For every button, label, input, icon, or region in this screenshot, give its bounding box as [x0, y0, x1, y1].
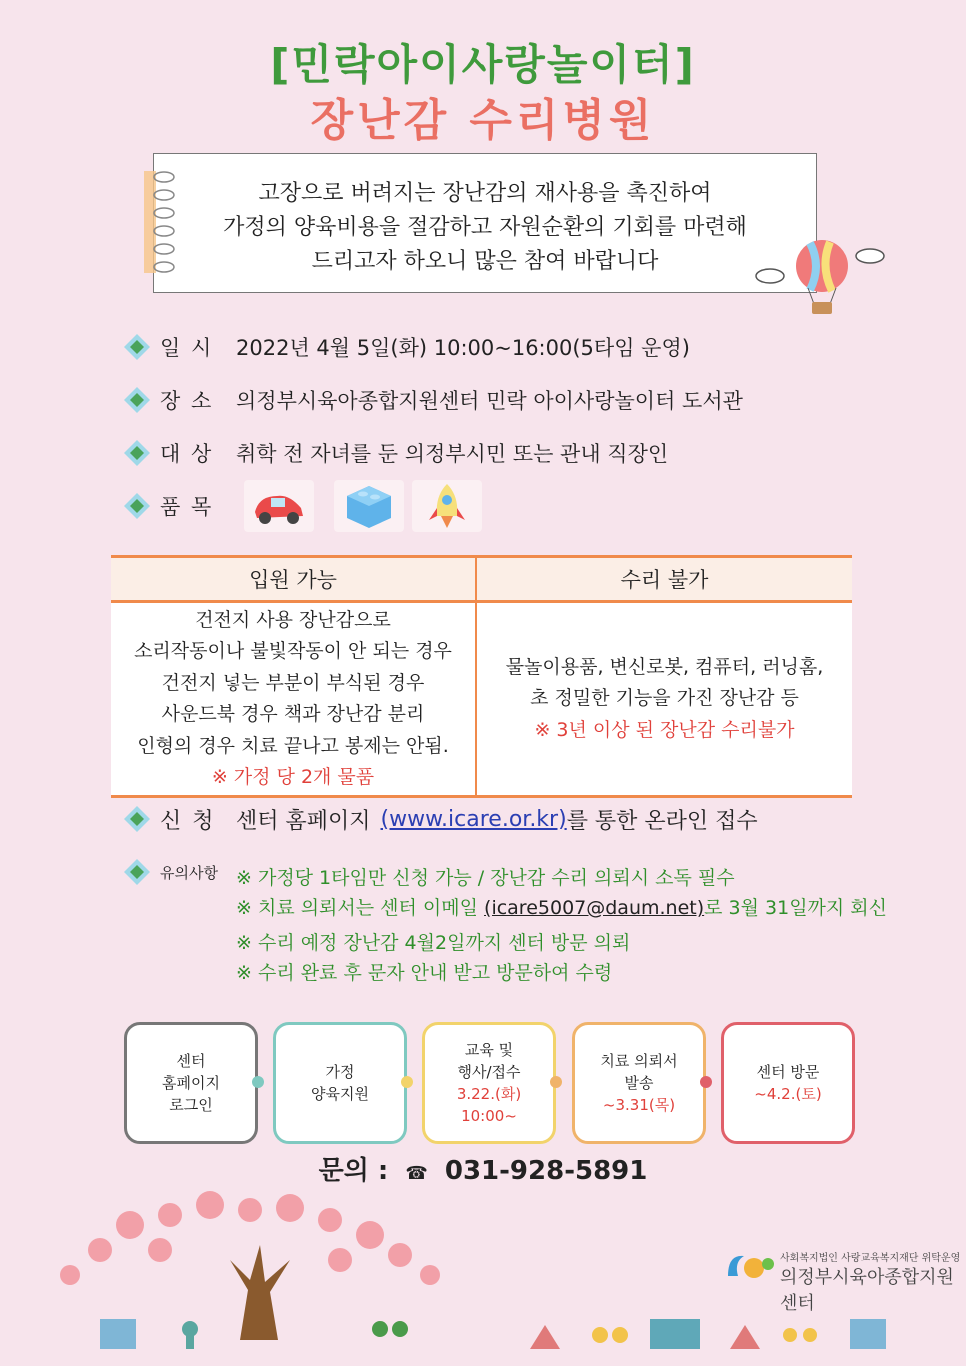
step-registration [422, 1022, 556, 1144]
apply-row [122, 802, 758, 836]
step-text: 로그인 [169, 1096, 213, 1114]
note-line3: ※ 수리 예정 장난감 4월2일까지 센터 방문 의뢰 [236, 932, 631, 954]
org-operator-text: 사회복지법인 사랑교육복지재단 위탁운영 [780, 1253, 961, 1264]
date-row [122, 330, 690, 364]
available-cell [111, 602, 476, 797]
notes-label-row [122, 855, 218, 889]
diamond-bullet-icon [122, 438, 152, 468]
step-text: 교육 및 [464, 1041, 514, 1059]
hot-air-balloon-icon [750, 238, 890, 318]
toy-car-icon [244, 480, 314, 532]
note-email[interactable]: (icare5007@daum.net) [484, 897, 705, 919]
available-line: 건전지 넣는 부분이 부식된 경우 [161, 671, 425, 694]
intro-box [153, 153, 817, 293]
step-connector-dot [700, 1076, 712, 1088]
step-connector-dot [550, 1076, 562, 1088]
target-value: 취학 전 자녀를 둔 의정부시민 또는 관내 직장인 [236, 442, 669, 466]
step-text: 치료 의뢰서 [600, 1052, 678, 1070]
target-label: 대 상 [160, 442, 214, 466]
available-line: 건전지 사용 장난감으로 [195, 608, 391, 631]
date-value: 2022년 4월 5일(화) 10:00~16:00(5타임 운영) [236, 336, 690, 360]
step-date: ~3.31(목) [602, 1096, 676, 1114]
unavailable-note: ※ 3년 이상 된 장난감 수리불가 [534, 718, 795, 741]
step-text: 행사/접수 [457, 1063, 521, 1081]
note-line1: ※ 가정당 1타임만 신청 가능 / 장난감 수리 의뢰시 소독 필수 [236, 867, 735, 889]
col-available-header: 입원 가능 [111, 557, 476, 602]
unavailable-line: 초 정밀한 기능을 가진 장난감 등 [530, 687, 799, 710]
available-note: ※ 가정 당 2개 물품 [211, 766, 375, 788]
diamond-bullet-icon [122, 332, 152, 362]
note-line2 [236, 893, 887, 920]
step-text: 센터 방문 [756, 1063, 820, 1081]
intro-line1: 고장으로 버려지는 장난감의 재사용을 촉진하여 [258, 181, 712, 206]
step-connector-dot [401, 1076, 413, 1088]
title-line2: 장난감 수리병원 [310, 95, 656, 146]
step-text: 홈페이지 [162, 1074, 220, 1092]
items-row [122, 489, 232, 523]
toy-block-icon [334, 480, 404, 532]
available-line: 사운드북 경우 책과 장난감 분리 [161, 703, 425, 725]
repair-table [111, 555, 852, 798]
apply-text-before: 센터 홈페이지 [236, 808, 371, 834]
step-text: 센터 [176, 1052, 206, 1070]
org-logo-icon [724, 1248, 776, 1284]
place-label: 장 소 [160, 389, 214, 413]
intro-line2: 가정의 양육비용을 절감하고 자원순환의 기회를 마련해 [223, 215, 747, 240]
unavailable-cell [476, 602, 852, 797]
step-text: 가정 [325, 1063, 355, 1081]
contact-phone[interactable]: 031-928-5891 [444, 1156, 648, 1186]
notes-label: 유의사항 [160, 863, 218, 882]
diamond-bullet-icon [122, 857, 152, 887]
step-text: 양육지원 [311, 1085, 369, 1103]
title-line1: [민락아이사랑놀이터] [270, 40, 696, 89]
available-line: 인형의 경우 치료 끝나고 봉제는 안됨. [137, 734, 449, 757]
step-parenting-support [273, 1022, 407, 1144]
step-login [124, 1022, 258, 1144]
place-value: 의정부시육아종합지원센터 민락 아이사랑놀이터 도서관 [236, 389, 743, 413]
step-connector-dot [252, 1076, 264, 1088]
note-line2-before: ※ 치료 의뢰서는 센터 이메일 [236, 897, 478, 919]
step-text: 발송 [624, 1074, 654, 1092]
contact-label: 문의 : [318, 1156, 389, 1186]
diamond-bullet-icon [122, 385, 152, 415]
col-unavailable-header: 수리 불가 [476, 557, 852, 602]
step-request-form [572, 1022, 706, 1144]
note-line4: ※ 수리 완료 후 문자 안내 받고 방문하여 수령 [236, 962, 613, 984]
step-date: 3.22.(화) [456, 1085, 522, 1103]
date-label: 일 시 [160, 336, 214, 360]
contact-row [0, 1150, 966, 1187]
note-line2-after: 로 3월 31일까지 회신 [704, 897, 888, 919]
intro-line3: 드리고자 하오니 많은 참여 바랍니다 [311, 249, 659, 274]
phone-icon: ☎ [405, 1163, 428, 1184]
diamond-bullet-icon [122, 491, 152, 521]
toy-rocket-icon [412, 480, 482, 532]
items-label: 품 목 [160, 495, 214, 519]
unavailable-line: 물놀이용품, 변신로봇, 컴퓨터, 러닝홈, [505, 655, 824, 678]
diamond-bullet-icon [122, 804, 152, 834]
place-row [122, 383, 743, 417]
apply-text-after: 를 통한 온라인 접수 [566, 808, 758, 834]
org-name: 의정부시육아종합지원센터 [780, 1267, 954, 1314]
target-row [122, 436, 668, 470]
available-line: 소리작동이나 불빛작동이 안 되는 경우 [134, 640, 452, 662]
apply-label: 신 청 [160, 808, 216, 834]
homepage-link[interactable]: (www.icare.or.kr) [380, 806, 567, 832]
step-date: ~4.2.(토) [754, 1085, 822, 1103]
spiral-binding-icon [144, 165, 180, 279]
step-visit [721, 1022, 855, 1144]
step-time: 10:00~ [461, 1107, 517, 1125]
